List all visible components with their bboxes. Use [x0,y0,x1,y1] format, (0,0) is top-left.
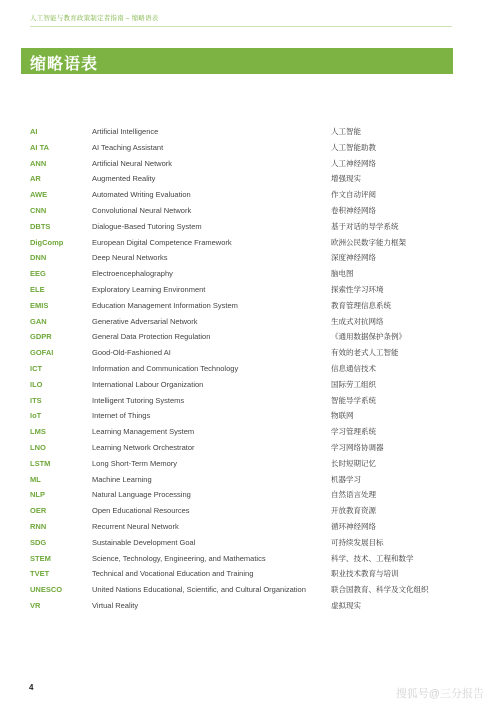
abbreviation-chinese: 科学、技术、工程和数学 [331,553,414,563]
abbreviation-row [30,456,450,472]
abbreviation-code: AR [30,174,41,184]
abbreviation-chinese: 职业技术教育与培训 [331,569,399,579]
abbreviation-code: DNN [30,253,47,263]
abbreviation-english: Machine Learning [92,474,152,484]
abbreviation-row [30,266,450,282]
abbreviation-code: EMIS [30,300,49,310]
abbreviation-code: GDPR [30,332,52,342]
abbreviation-code: UNESCO [30,585,63,595]
abbreviation-english: Education Management Information System [92,300,238,310]
abbreviation-row [30,408,450,424]
abbreviation-code: CNN [30,205,47,215]
abbreviation-chinese: 学习管理系统 [331,427,376,437]
watermark: 搜狐号@三分报告 [395,688,484,700]
abbreviation-chinese: 教育管理信息系统 [331,300,391,310]
abbreviation-english: Dialogue-Based Tutoring System [92,221,202,231]
abbreviation-chinese: 虚拟现实 [331,600,361,610]
abbreviation-english: Sustainable Development Goal [92,537,196,547]
abbreviation-code: STEM [30,553,51,563]
abbreviation-code: ELE [30,284,45,294]
abbreviation-english: Generative Adversarial Network [92,316,198,326]
abbreviation-chinese: 国际劳工组织 [331,379,376,389]
abbreviation-english: International Labour Organization [92,379,204,389]
abbreviation-code: TVET [30,569,50,579]
abbreviation-code: NLP [30,490,45,500]
abbreviation-code: VR [30,600,41,610]
abbreviation-english: AI Teaching Assistant [92,142,164,152]
abbreviation-english: Science, Technology, Engineering, and Mathematics [92,553,266,563]
abbreviation-code: SDG [30,537,47,547]
abbreviation-chinese: 学习网络协调器 [331,442,384,452]
abbreviation-row [30,472,450,488]
abbreviation-chinese: 自然语言处理 [331,490,376,500]
abbreviation-english: Open Educational Resources [92,506,190,516]
abbreviation-code: LSTM [30,458,51,468]
abbreviation-chinese: 人工神经网络 [331,158,376,168]
abbreviation-chinese: 物联网 [331,411,354,421]
abbreviation-english: Augmented Reality [92,174,156,184]
abbreviation-row [30,124,450,140]
abbreviation-chinese: 生成式对抗网络 [331,316,384,326]
abbreviation-row [30,393,450,409]
abbreviation-row [30,566,450,582]
abbreviation-english: General Data Protection Regulation [92,332,211,342]
abbreviation-row [30,203,450,219]
abbreviation-code: IoT [30,411,42,421]
abbreviation-row [30,314,450,330]
section-title-band [21,48,453,74]
abbreviation-chinese: 《通用数据保护条例》 [331,332,406,342]
abbreviation-english: Technical and Vocational Education and Training [92,569,254,579]
header-divider [30,26,452,27]
abbreviation-chinese: 可持续发展目标 [331,537,384,547]
abbreviation-code: ITS [30,395,42,405]
abbreviation-row [30,377,450,393]
abbreviation-row [30,171,450,187]
abbreviation-row [30,156,450,172]
abbreviation-row [30,440,450,456]
abbreviation-code: ML [30,474,41,484]
abbreviation-chinese: 机器学习 [331,474,361,484]
abbreviation-english: Deep Neural Networks [92,253,168,263]
abbreviation-english: Learning Network Orchestrator [92,442,195,452]
abbreviation-english: Convolutional Neural Network [92,205,192,215]
abbreviation-chinese: 欧洲公民数字能力框架 [331,237,406,247]
abbreviation-english: European Digital Competence Framework [92,237,232,247]
abbreviation-chinese: 联合国教育、科学及文化组织 [331,585,429,595]
abbreviation-english: Good-Old-Fashioned AI [92,348,171,358]
abbreviation-chinese: 人工智能助教 [331,142,376,152]
abbreviation-english: United Nations Educational, Scientific, and Cultural Organization [92,585,306,595]
page-number: 4 [29,683,34,692]
abbreviation-english: Information and Communication Technology [92,363,239,373]
abbreviation-chinese: 深度神经网络 [331,253,376,263]
abbreviation-chinese: 增强现实 [331,174,361,184]
abbreviation-row [30,329,450,345]
abbreviation-english: Virtual Reality [92,600,139,610]
abbreviation-english: Recurrent Neural Network [92,521,179,531]
abbreviation-code: ANN [30,158,47,168]
abbreviation-row [30,187,450,203]
abbreviation-chinese: 卷积神经网络 [331,205,376,215]
abbreviation-row [30,487,450,503]
abbreviation-row [30,282,450,298]
abbreviation-row [30,503,450,519]
abbreviation-code: DigComp [30,237,64,247]
abbreviation-code: AI TA [30,142,50,152]
abbreviation-chinese: 作文自动评阅 [331,190,376,200]
abbreviation-code: EEG [30,269,46,279]
abbreviation-chinese: 信息通信技术 [331,363,376,373]
section-title: 缩略语表 [30,56,99,73]
abbreviation-english: Learning Management System [92,427,195,437]
abbreviation-english: Electroencephalography [92,269,173,279]
abbreviation-code: ICT [30,363,43,373]
abbreviation-chinese: 长时短期记忆 [331,458,376,468]
abbreviation-chinese: 人工智能 [331,127,361,136]
abbreviation-chinese: 脑电图 [331,269,354,279]
abbreviation-row [30,298,450,314]
abbreviation-english: Artificial Intelligence [92,127,159,136]
abbreviation-code: GAN [30,316,47,326]
abbreviation-row [30,424,450,440]
abbreviation-chinese: 智能导学系统 [331,395,376,405]
abbreviation-english: Natural Language Processing [92,490,191,500]
abbreviation-code: AI [30,127,38,136]
abbreviation-row [30,219,450,235]
abbreviation-code: ILO [30,379,43,389]
abbreviation-code: LNO [30,442,46,452]
abbreviation-row [30,551,450,567]
abbreviation-chinese: 开放教育资源 [331,506,376,516]
abbreviation-code: RNN [30,521,47,531]
abbreviation-row [30,140,450,156]
abbreviation-chinese: 有效的老式人工智能 [331,348,399,358]
abbreviation-list [30,124,450,614]
abbreviation-row [30,361,450,377]
abbreviation-chinese: 循环神经网络 [331,521,376,531]
abbreviation-row [30,582,450,598]
abbreviation-english: Artificial Neural Network [92,158,173,168]
abbreviation-chinese: 探索性学习环境 [331,284,384,294]
abbreviation-code: OER [30,506,47,516]
abbreviation-code: DBTS [30,221,51,231]
abbreviation-english: Automated Writing Evaluation [92,190,191,200]
abbreviation-row [30,519,450,535]
abbreviation-row [30,535,450,551]
abbreviation-row [30,235,450,251]
abbreviation-english: Intelligent Tutoring Systems [92,395,185,405]
running-header: 人工智能与教育政策制定者指南 – 缩略语表 [30,15,159,22]
abbreviation-chinese: 基于对话的导学系统 [331,221,399,231]
abbreviation-code: LMS [30,427,46,437]
abbreviation-row [30,250,450,266]
abbreviation-row [30,345,450,361]
abbreviation-english: Exploratory Learning Environment [92,284,206,294]
abbreviation-english: Internet of Things [92,411,151,421]
abbreviation-row [30,598,450,614]
abbreviation-code: AWE [30,190,48,200]
abbreviation-english: Long Short-Term Memory [92,458,178,468]
abbreviation-code: GOFAI [30,348,54,358]
